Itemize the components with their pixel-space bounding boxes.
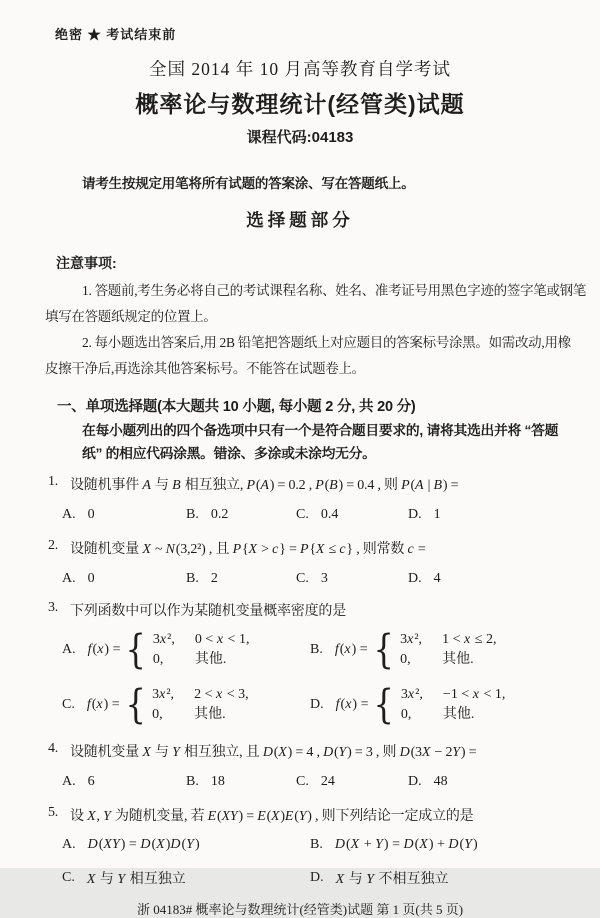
option-label: B. — [186, 507, 199, 522]
pw-domain: 其他. — [194, 707, 226, 722]
paper-title: 概率论与数理统计(经管类)试题 — [135, 91, 465, 117]
question-stem-text: 设 X, Y 为随机变量, 若 E(XY) = E(X)E(Y) , 则下列结论一定成立的是 — [70, 809, 474, 824]
option-b — [310, 837, 574, 853]
option-text: 4 — [433, 571, 441, 586]
pw-domain: 1 < x ≤ 2, — [442, 632, 497, 647]
question-3-stem — [48, 600, 574, 620]
question-number: 2. — [48, 538, 59, 553]
option-d — [408, 507, 574, 523]
piecewise-function — [87, 627, 250, 673]
option-label: D. — [408, 571, 422, 586]
option-text: 2 — [210, 571, 218, 586]
piecewise-function — [335, 682, 506, 728]
option-label: B. — [310, 837, 323, 852]
option-c — [296, 774, 408, 790]
section-title: 选择题部分 — [246, 210, 354, 230]
option-text: 6 — [87, 774, 95, 789]
question-stem-text: 设随机变量 X ~ N(3,2²) , 且 P{X > c} = P{X ≤ c} , 则常数 c = — [70, 542, 426, 557]
left-brace: { — [125, 682, 146, 728]
option-label: D. — [408, 507, 422, 522]
question-number: 3. — [48, 600, 59, 615]
notes-block — [0, 278, 600, 382]
option-label: C. — [62, 870, 75, 885]
option-text: 0.4 — [320, 507, 339, 522]
option-b — [310, 627, 574, 673]
option-label: D. — [408, 774, 422, 789]
question-number: 5. — [48, 805, 59, 820]
option-label: C. — [296, 774, 309, 789]
pw-expr: 3x², — [400, 687, 423, 702]
option-label: B. — [310, 642, 323, 657]
option-label: B. — [186, 774, 199, 789]
option-d — [408, 571, 574, 587]
question-2-stem — [48, 538, 574, 558]
notes-heading: 注意事项: — [56, 255, 117, 271]
question-1-stem — [48, 474, 574, 494]
option-a — [62, 507, 186, 523]
secrecy-banner: 绝密 ★ 考试结束前 — [55, 27, 177, 42]
question-2 — [48, 538, 574, 587]
option-label: C. — [296, 507, 309, 522]
note-2-line-1: 2. 每小题选出答案后,用 2B 铅笔把答题纸上对应题目的答案标号涂黑。如需改动,用橡 — [82, 335, 571, 350]
note-1-line-2: 填写在答题纸规定的位置上。 — [45, 309, 217, 324]
question-1-options — [48, 507, 574, 523]
option-text: D(X + Y) = D(X) + D(Y) — [334, 837, 478, 852]
instruction-line: 请考生按规定用笔将所有试题的答案涂、写在答题纸上。 — [82, 176, 415, 191]
option-text: 3 — [320, 571, 328, 586]
piecewise-function — [334, 627, 497, 673]
part-one-sub-line-1: 在每小题列出的四个备选项中只有一个是符合题目要求的, 请将其选出并将 “答题 — [82, 423, 559, 438]
function-lhs: f(x) = — [334, 642, 368, 657]
option-b — [186, 774, 296, 790]
question-5-options — [48, 837, 574, 888]
left-brace: { — [126, 627, 147, 673]
pw-domain: 其他. — [442, 707, 475, 722]
question-4-stem — [48, 741, 574, 761]
option-c — [62, 868, 310, 888]
pw-expr: 3x², — [400, 632, 423, 647]
pw-domain: 2 < x < 3, — [194, 687, 249, 702]
pw-expr: 0, — [152, 652, 164, 667]
pw-domain: −1 < x < 1, — [442, 687, 506, 702]
page-footer: 浙 04183# 概率论与数理统计(经管类)试题 第 1 页(共 5 页) — [136, 902, 464, 917]
question-3-options — [48, 627, 574, 728]
option-d — [408, 774, 574, 790]
question-number: 4. — [48, 741, 59, 756]
option-label: A. — [62, 642, 76, 657]
option-text: D(XY) = D(X)D(Y) — [87, 837, 200, 852]
pw-domain: 其他. — [194, 652, 227, 667]
option-d — [310, 868, 574, 888]
option-label: C. — [296, 571, 309, 586]
question-5-stem — [48, 805, 574, 825]
function-lhs: f(x) = — [87, 642, 121, 657]
option-c — [296, 507, 408, 523]
option-text: 0 — [87, 507, 95, 522]
pw-expr: 3x², — [152, 687, 175, 702]
question-stem-text: 设随机事件 A 与 B 相互独立, P(A) = 0.2 , P(B) = 0.4 , 则 P(A | B) = — [70, 478, 459, 493]
left-brace: { — [373, 627, 394, 673]
option-label: B. — [186, 571, 199, 586]
part-one-sub-line-2: 纸” 的相应代码涂黑。错涂、多涂或未涂均无分。 — [82, 446, 376, 461]
pw-expr: 0, — [400, 652, 411, 667]
option-text: X 与 Y 相互独立 — [86, 872, 186, 887]
option-b — [186, 507, 296, 523]
option-label: A. — [62, 774, 76, 789]
part-one-subheading — [0, 419, 600, 465]
question-4-options — [48, 774, 574, 790]
question-number: 1. — [48, 474, 59, 489]
option-text: 24 — [320, 774, 335, 789]
option-a — [62, 837, 310, 853]
option-text: 0 — [87, 571, 95, 586]
question-2-options — [48, 571, 574, 587]
option-b — [186, 571, 296, 587]
option-label: A. — [62, 571, 76, 586]
pw-domain: 0 < x < 1, — [194, 632, 250, 647]
question-stem-text: 下列函数中可以作为某随机变量概率密度的是 — [70, 604, 346, 619]
option-c — [62, 682, 310, 728]
option-a — [62, 627, 310, 673]
piecewise-function — [86, 682, 249, 728]
left-brace: { — [374, 682, 395, 728]
question-1 — [48, 474, 574, 523]
option-a — [62, 571, 186, 587]
question-stem-text: 设随机变量 X 与 Y 相互独立, 且 D(X) = 4 , D(Y) = 3 , 则 D(3X − 2Y) = — [70, 745, 477, 760]
option-text: X 与 Y 不相互独立 — [335, 872, 449, 887]
option-text: 18 — [210, 774, 225, 789]
option-label: D. — [310, 697, 324, 712]
option-text: 48 — [433, 774, 448, 789]
option-label: C. — [62, 697, 75, 712]
note-2-line-2: 皮擦干净后,再选涂其他答案标号。不能答在试题卷上。 — [45, 361, 365, 376]
option-a — [62, 774, 186, 790]
part-one-heading: 一、单项选择题(本大题共 10 小题, 每小题 2 分, 共 20 分) — [57, 399, 416, 415]
function-lhs: f(x) = — [86, 697, 120, 712]
exam-title: 全国 2014 年 10 月高等教育自学考试 — [149, 59, 451, 79]
option-d — [310, 682, 574, 728]
option-label: A. — [62, 837, 76, 852]
option-text: 1 — [433, 507, 441, 522]
option-c — [296, 571, 408, 587]
function-lhs: f(x) = — [335, 697, 369, 712]
option-text: 0.2 — [210, 507, 229, 522]
pw-domain: 其他. — [442, 652, 474, 667]
question-5 — [48, 805, 574, 888]
pw-expr: 3x², — [152, 632, 175, 647]
pw-expr: 0, — [400, 707, 412, 722]
course-code: 课程代码:04183 — [246, 129, 354, 146]
note-1-line-1: 1. 答题前,考生务必将自己的考试课程名称、姓名、准考证号用黑色字迹的签字笔或钢笔 — [82, 283, 587, 298]
option-label: A. — [62, 507, 76, 522]
question-3 — [48, 600, 574, 728]
option-label: D. — [310, 870, 324, 885]
question-4 — [48, 741, 574, 790]
pw-expr: 0, — [152, 707, 163, 722]
